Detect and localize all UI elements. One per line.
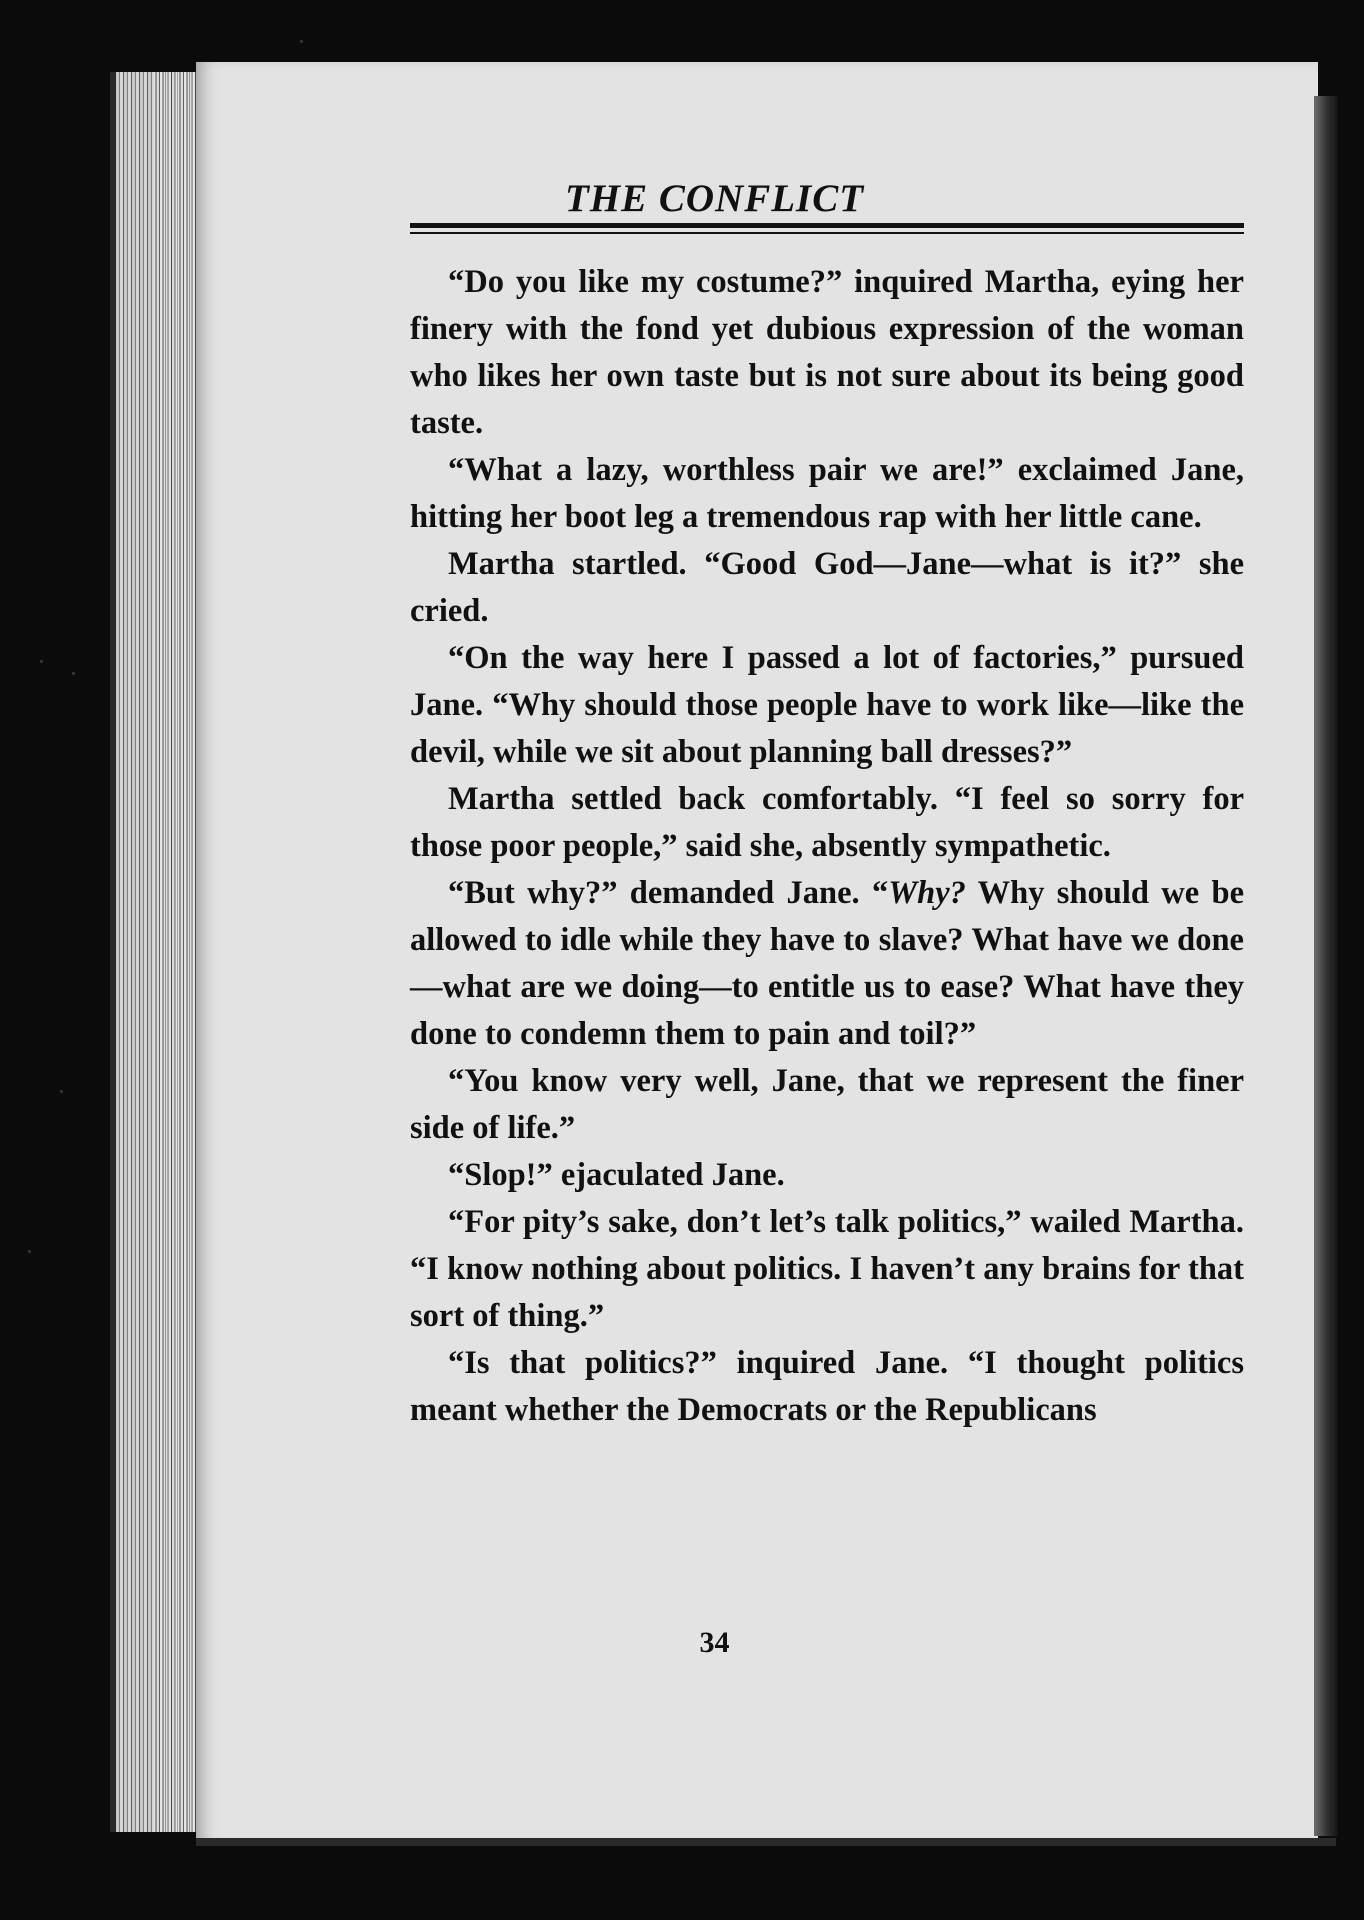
paragraph-text: “What a lazy, worthless pair we are!” exclaimed Jane, hitting her boot leg a tremendous rap with her little cane. [410,452,1244,535]
paragraph-text: “Do you like my costume?” inquired Martha, eying her finery with the fond yet dubious expression of the woman who likes her own taste but is not sure about its being good taste. [410,264,1244,441]
page-number: 34 [699,1626,730,1659]
paragraph [410,1340,1244,1434]
paragraph-text: “For pity’s sake, don’t let’s talk politics,” wailed Martha. “I know nothing about politics. I haven’t any brains for that sort of thing.” [410,1204,1244,1334]
body-text [410,259,1244,1434]
paragraph-text: Martha settled back comfortably. “I feel so sorry for those poor people,” said she, absently sympathetic. [410,781,1244,864]
italic-text: Why? [888,875,966,911]
paragraph-text: Why should we be allowed to idle while they have to slave? What have we done—what are we doing—to entitle us to ease? What have they done to condemn them to pain and toil?” [410,875,1244,1052]
paragraph-text: “Is that politics?” inquired Jane. “I thought politics meant whether the Democrats or the Republicans [410,1345,1244,1428]
paragraph-text: “You know very well, Jane, that we represent the finer side of life.” [410,1063,1244,1146]
speck [40,660,43,663]
speck [300,40,303,43]
bottom-edge [196,1838,1336,1846]
paragraph [410,447,1244,541]
paragraph [410,1152,1244,1199]
paragraph [410,1058,1244,1152]
speck [72,672,75,675]
paragraph [410,1199,1244,1340]
paragraph [410,259,1244,447]
paragraph-text: “Slop!” ejaculated Jane. [448,1157,785,1193]
paragraph [410,635,1244,776]
paragraph [410,541,1244,635]
paragraph [410,870,1244,1058]
binding-shadow [1314,96,1338,1836]
running-head: THE CONFLICT [564,177,865,220]
header-rule-thin [410,232,1244,234]
paragraph-text: Martha startled. “Good God—Jane—what is it?” she cried. [410,546,1244,629]
speck [60,1090,63,1093]
speck [28,1250,31,1253]
paragraph-text: “On the way here I passed a lot of factories,” pursued Jane. “Why should those people have to work like—like the devil, while we sit about planning ball dresses?” [410,640,1244,770]
paragraph-text: “But why?” demanded Jane. “ [448,875,889,911]
header-rule-thick [410,223,1244,228]
paragraph [410,776,1244,870]
